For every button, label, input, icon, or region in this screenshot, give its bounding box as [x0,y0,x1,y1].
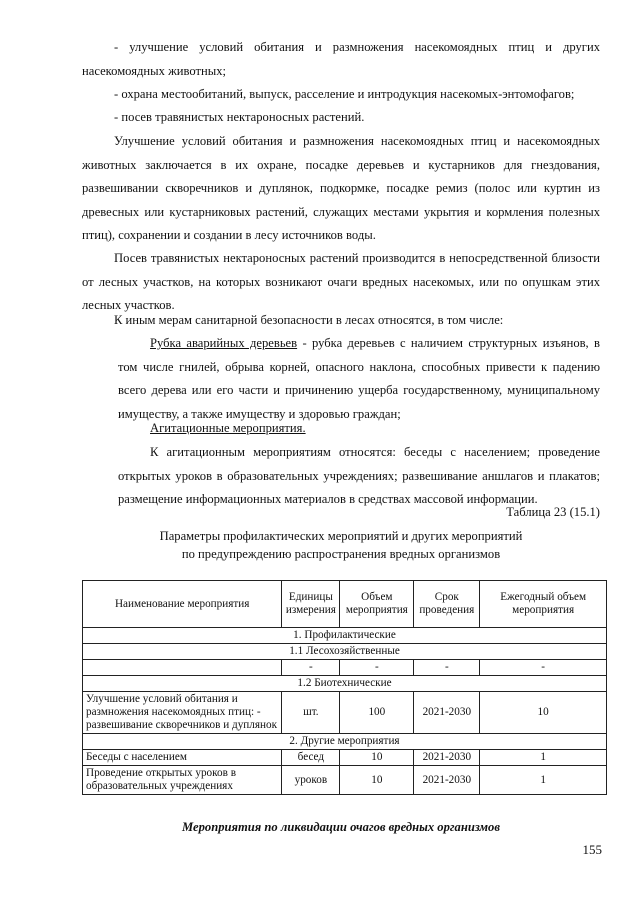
page-number: 155 [582,842,602,857]
table-section-row: 1.1 Лесохозяйственные [83,644,607,660]
paragraph-bird-habitat-details: Улучшение условий обитания и размножения насекомоядных птиц и насекомоядных животных заключается в их охране, посадке деревьев и кустарников для гнездования, развешивании скворечников и дуплянок, подкормке, посадке ремиз (полос или куртин из древесных или кустарниковых растений, служащих местами укрытия и кормления полезных птиц), сохранении и создании в лесу источников воды. [82,134,600,242]
header-volume: Объем мероприятия [340,581,414,628]
paragraph-emergency-felling [118,332,600,426]
paragraph-other-measures: К иным мерам санитарной безопасности в лесах относятся, в том числе: [114,313,504,327]
paragraph-nectar-sowing: Посев травянистых нектароносных растений производится в непосредственной близости от лесных участков, на которых возникают очаги вредных насекомых, или по опушкам этих лесных участков. [82,251,600,312]
table-header-row [83,581,607,628]
paragraph-agitation-measures: К агитационным мероприятиям относятся: беседы с населением; проведение открытых уроков в образовательных учреждениях; развешивание аншлагов и плакатов; размещение информационных материалов в средствах массовой информации. [118,445,600,506]
header-period: Срок проведения [414,581,480,628]
table-caption: Таблица 23 (15.1) [506,505,600,519]
table-section-row: 1. Профилактические [83,628,607,644]
table-row: Беседы с населением бесед 10 2021-2030 1 [83,750,607,766]
table-row: Проведение открытых уроков в образовательных учреждениях уроков 10 2021-2030 1 [83,766,607,795]
header-units: Единицы измерения [282,581,340,628]
paragraph-nectar-plants: - посев травянистых нектароносных растений. [114,110,365,124]
table-title [82,527,600,563]
paragraph-bird-conditions: - улучшение условий обитания и размножения насекомоядных птиц и других насекомоядных животных; [82,40,600,78]
term-agitation: Агитационные мероприятия. [150,421,306,435]
paragraph-agitation-heading [150,417,600,441]
table-title-line1: Параметры профилактических мероприятий и других мероприятий [159,529,523,543]
table-title-line2: по предупреждению распространения вредных организмов [181,547,501,561]
table-section-row: 1.2 Биотехнические [83,676,607,692]
term-emergency-felling: Рубка аварийных деревьев [150,336,298,350]
table-row: Улучшение условий обитания и размножения насекомоядных птиц: - развешивание скворечников и дуплянок шт. 100 2021-2030 10 [83,692,607,734]
paragraph-entomophages: - охрана местообитаний, выпуск, расселение и интродукция насекомых-энтомофагов; [114,87,575,101]
header-annual: Ежегодный объем мероприятия [480,581,607,628]
emergency-felling-definition: - рубка деревьев с наличием структурных изъянов, в том числе гнилей, обрыва корней, опасного наклона, способных привести к падению всего дерева или его части и причинению ущерба государственному, муниципальному имуществу, а также имуществу и здоровью граждан; [118,336,600,421]
section-heading-liquidation: Мероприятия по ликвидации очагов вредных организмов [182,820,500,834]
table-row: - - - - [83,660,607,676]
header-name: Наименование мероприятия [83,581,282,628]
table-section-row: 2. Другие мероприятия [83,734,607,750]
measures-table [82,580,607,795]
